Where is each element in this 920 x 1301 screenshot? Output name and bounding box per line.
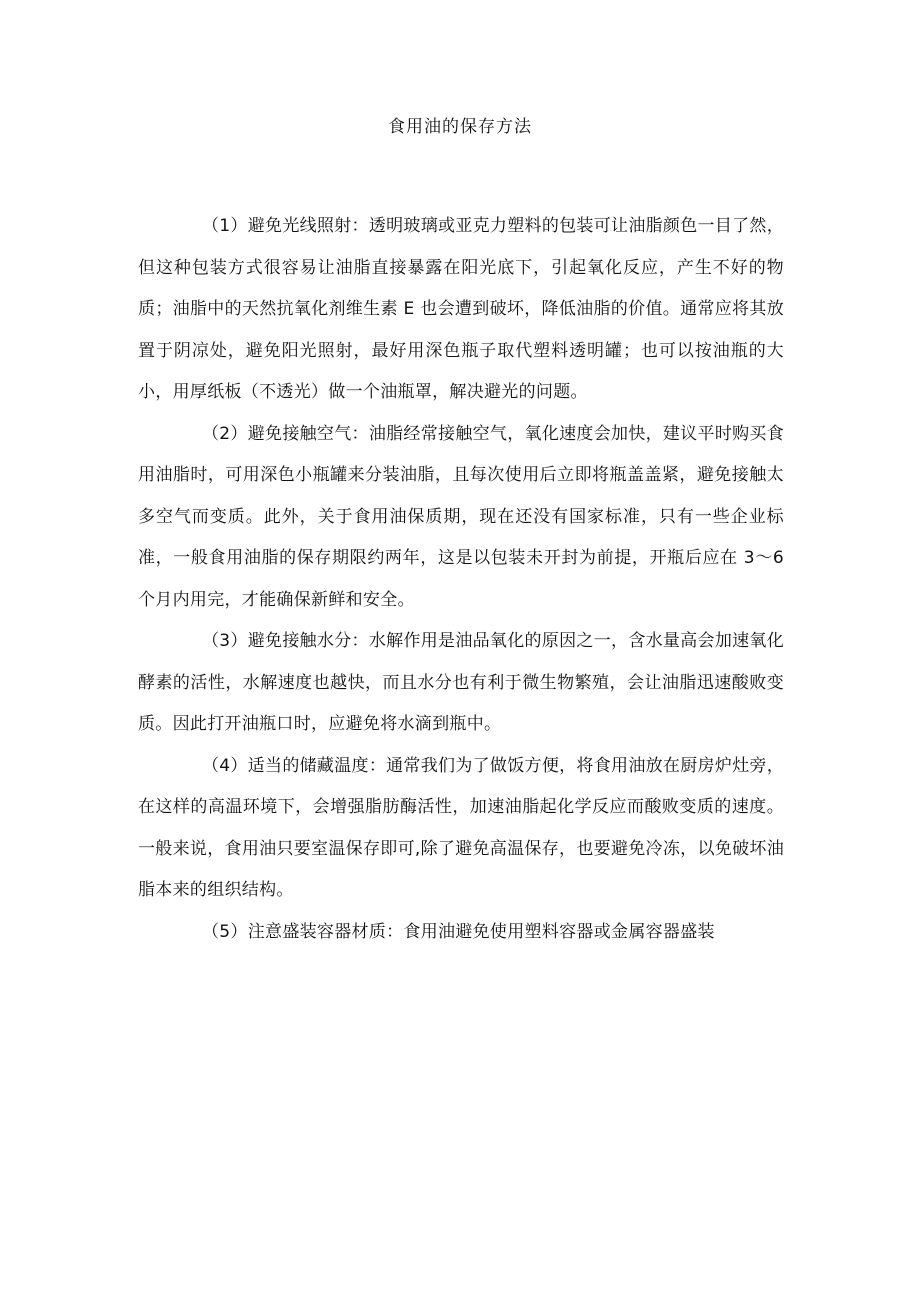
paragraph-3: （3）避免接触水分：水解作用是油品氧化的原因之一，含水量高会加速氧化酵素的活性，水解速度也越快，而且水分也有利于微生物繁殖，会让油脂迅速酸败变质。因此打开油瓶口时，应避免将水滴到瓶中。: [138, 631, 785, 734]
paragraph-2: （2）避免接触空气：油脂经常接触空气，氧化速度会加快，建议平时购买食用油脂时，可用深色小瓶罐来分装油脂，且每次使用后立即将瓶盖盖紧，避免接触太多空气而变质。此外，关于食用油保质期，现在还没有国家标准，只有一些企业标准，一般食用油脂的保存期限约两年，这是以包装未开封为前提，开瓶后应在 3～6 个月内用完，才能确保新鲜和安全。: [138, 423, 785, 610]
document-body: [138, 206, 784, 953]
paragraph-4: （4）适当的储藏温度：通常我们为了做饭方便，将食用油放在厨房炉灶旁，在这样的高温环境下，会增强脂肪酶活性，加速油脂起化学反应而酸败变质的速度。一般来说，食用油只要室温保存即可,除了避免高温保存，也要避免冷冻，以免破坏油脂本来的组织结构。: [138, 755, 785, 900]
paragraph-1: （1）避免光线照射：透明玻璃或亚克力塑料的包装可让油脂颜色一目了然，但这种包装方式很容易让油脂直接暴露在阳光底下，引起氧化反应，产生不好的物质；油脂中的天然抗氧化剂维生素 E 也会遭到破坏，降低油脂的价值。通常应将其放置于阴凉处，避免阳光照射，最好用深色瓶子取代塑料透明罐；也可以按油瓶的大小，用厚纸板（不透光）做一个油瓶罩，解决避光的问题。: [138, 216, 785, 402]
document-title: 食用油的保存方法: [388, 117, 532, 137]
paragraph-5: （5）注意盛装容器材质：食用油避免使用塑料容器或金属容器盛装: [202, 921, 715, 942]
